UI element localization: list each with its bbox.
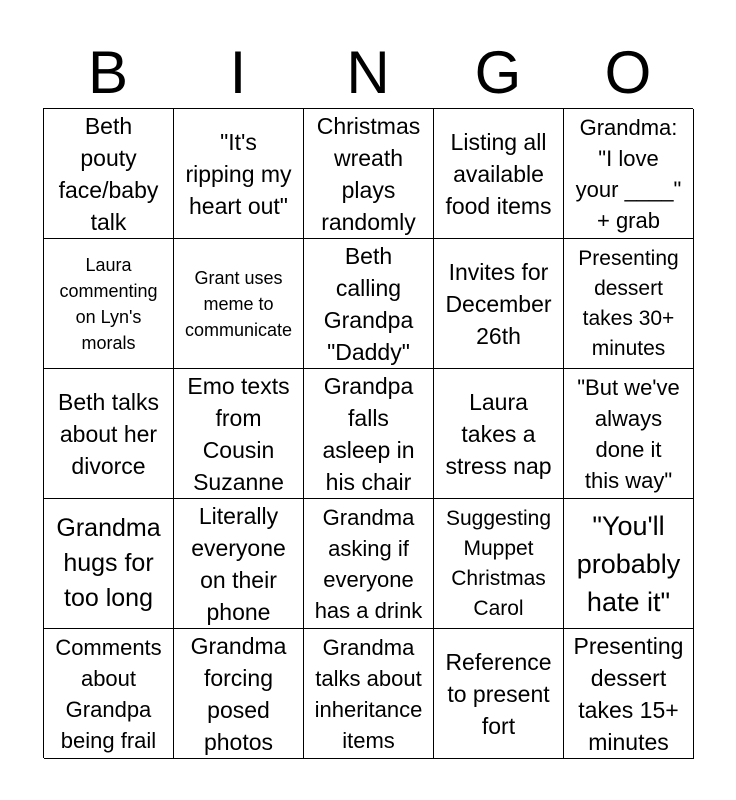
square-text: "It's ripping my heart out" <box>185 128 292 219</box>
bingo-square[interactable] <box>304 499 434 629</box>
square-text: Reference to present fort <box>445 648 552 739</box>
square-text: "But we've always done it this way" <box>577 374 680 493</box>
bingo-square[interactable] <box>174 629 304 759</box>
square-text: Suggesting Muppet Christmas Carol <box>445 506 552 620</box>
bingo-square[interactable] <box>44 369 174 499</box>
bingo-header <box>43 40 693 106</box>
square-text: Beth talks about her divorce <box>58 388 159 479</box>
bingo-square[interactable] <box>434 109 564 239</box>
bingo-square[interactable] <box>564 499 694 629</box>
square-text: Emo texts from Cousin Suzanne <box>187 372 290 495</box>
square-text: Grandma talks about inheritance items <box>314 634 423 753</box>
bingo-square[interactable] <box>174 239 304 369</box>
bingo-card-grid <box>43 108 693 758</box>
square-text: Listing all available food items <box>445 128 552 219</box>
bingo-square[interactable] <box>434 499 564 629</box>
bingo-square[interactable] <box>304 369 434 499</box>
bingo-square[interactable] <box>564 109 694 239</box>
header-letter-g: G <box>474 39 522 106</box>
bingo-square[interactable] <box>304 239 434 369</box>
square-text: Presenting dessert takes 15+ minutes <box>573 632 684 755</box>
square-text: Grandpa falls asleep in his chair <box>322 372 415 495</box>
square-text: Grant uses meme to communicate <box>184 267 293 340</box>
bingo-square[interactable] <box>564 369 694 499</box>
bingo-square[interactable] <box>44 239 174 369</box>
bingo-square[interactable] <box>44 499 174 629</box>
bingo-square[interactable] <box>44 109 174 239</box>
square-text: Grandma asking if everyone has a drink <box>314 504 423 623</box>
bingo-square[interactable] <box>564 629 694 759</box>
square-text: Christmas wreath plays randomly <box>316 112 421 235</box>
square-text: Laura takes a stress nap <box>445 388 552 479</box>
square-text: Literally everyone on their phone <box>191 502 286 625</box>
header-letter-i: I <box>229 39 247 106</box>
square-text: Presenting dessert takes 30+ minutes <box>578 246 679 360</box>
bingo-square[interactable] <box>564 239 694 369</box>
square-text: Laura commenting on Lyn's morals <box>59 254 158 353</box>
header-letter-o: O <box>604 39 652 106</box>
square-text: Grandma hugs for too long <box>56 514 161 612</box>
bingo-square[interactable] <box>304 629 434 759</box>
square-text: Invites for December 26th <box>445 258 552 349</box>
header-letter-b: B <box>87 39 129 106</box>
square-text: Beth pouty face/baby talk <box>58 112 159 235</box>
bingo-square[interactable] <box>174 109 304 239</box>
square-text: Grandma forcing posed photos <box>190 632 287 755</box>
bingo-square[interactable] <box>434 239 564 369</box>
square-text: Grandma: "I love your ____" + grab <box>575 114 682 233</box>
square-text: Beth calling Grandpa "Daddy" <box>323 242 414 365</box>
bingo-square[interactable] <box>174 499 304 629</box>
bingo-square[interactable] <box>434 629 564 759</box>
bingo-square[interactable] <box>174 369 304 499</box>
bingo-square[interactable] <box>304 109 434 239</box>
bingo-square[interactable] <box>434 369 564 499</box>
square-text: Comments about Grandpa being frail <box>55 634 162 753</box>
header-letter-n: N <box>346 39 390 106</box>
bingo-square[interactable] <box>44 629 174 759</box>
square-text: "You'll probably hate it" <box>576 510 681 617</box>
